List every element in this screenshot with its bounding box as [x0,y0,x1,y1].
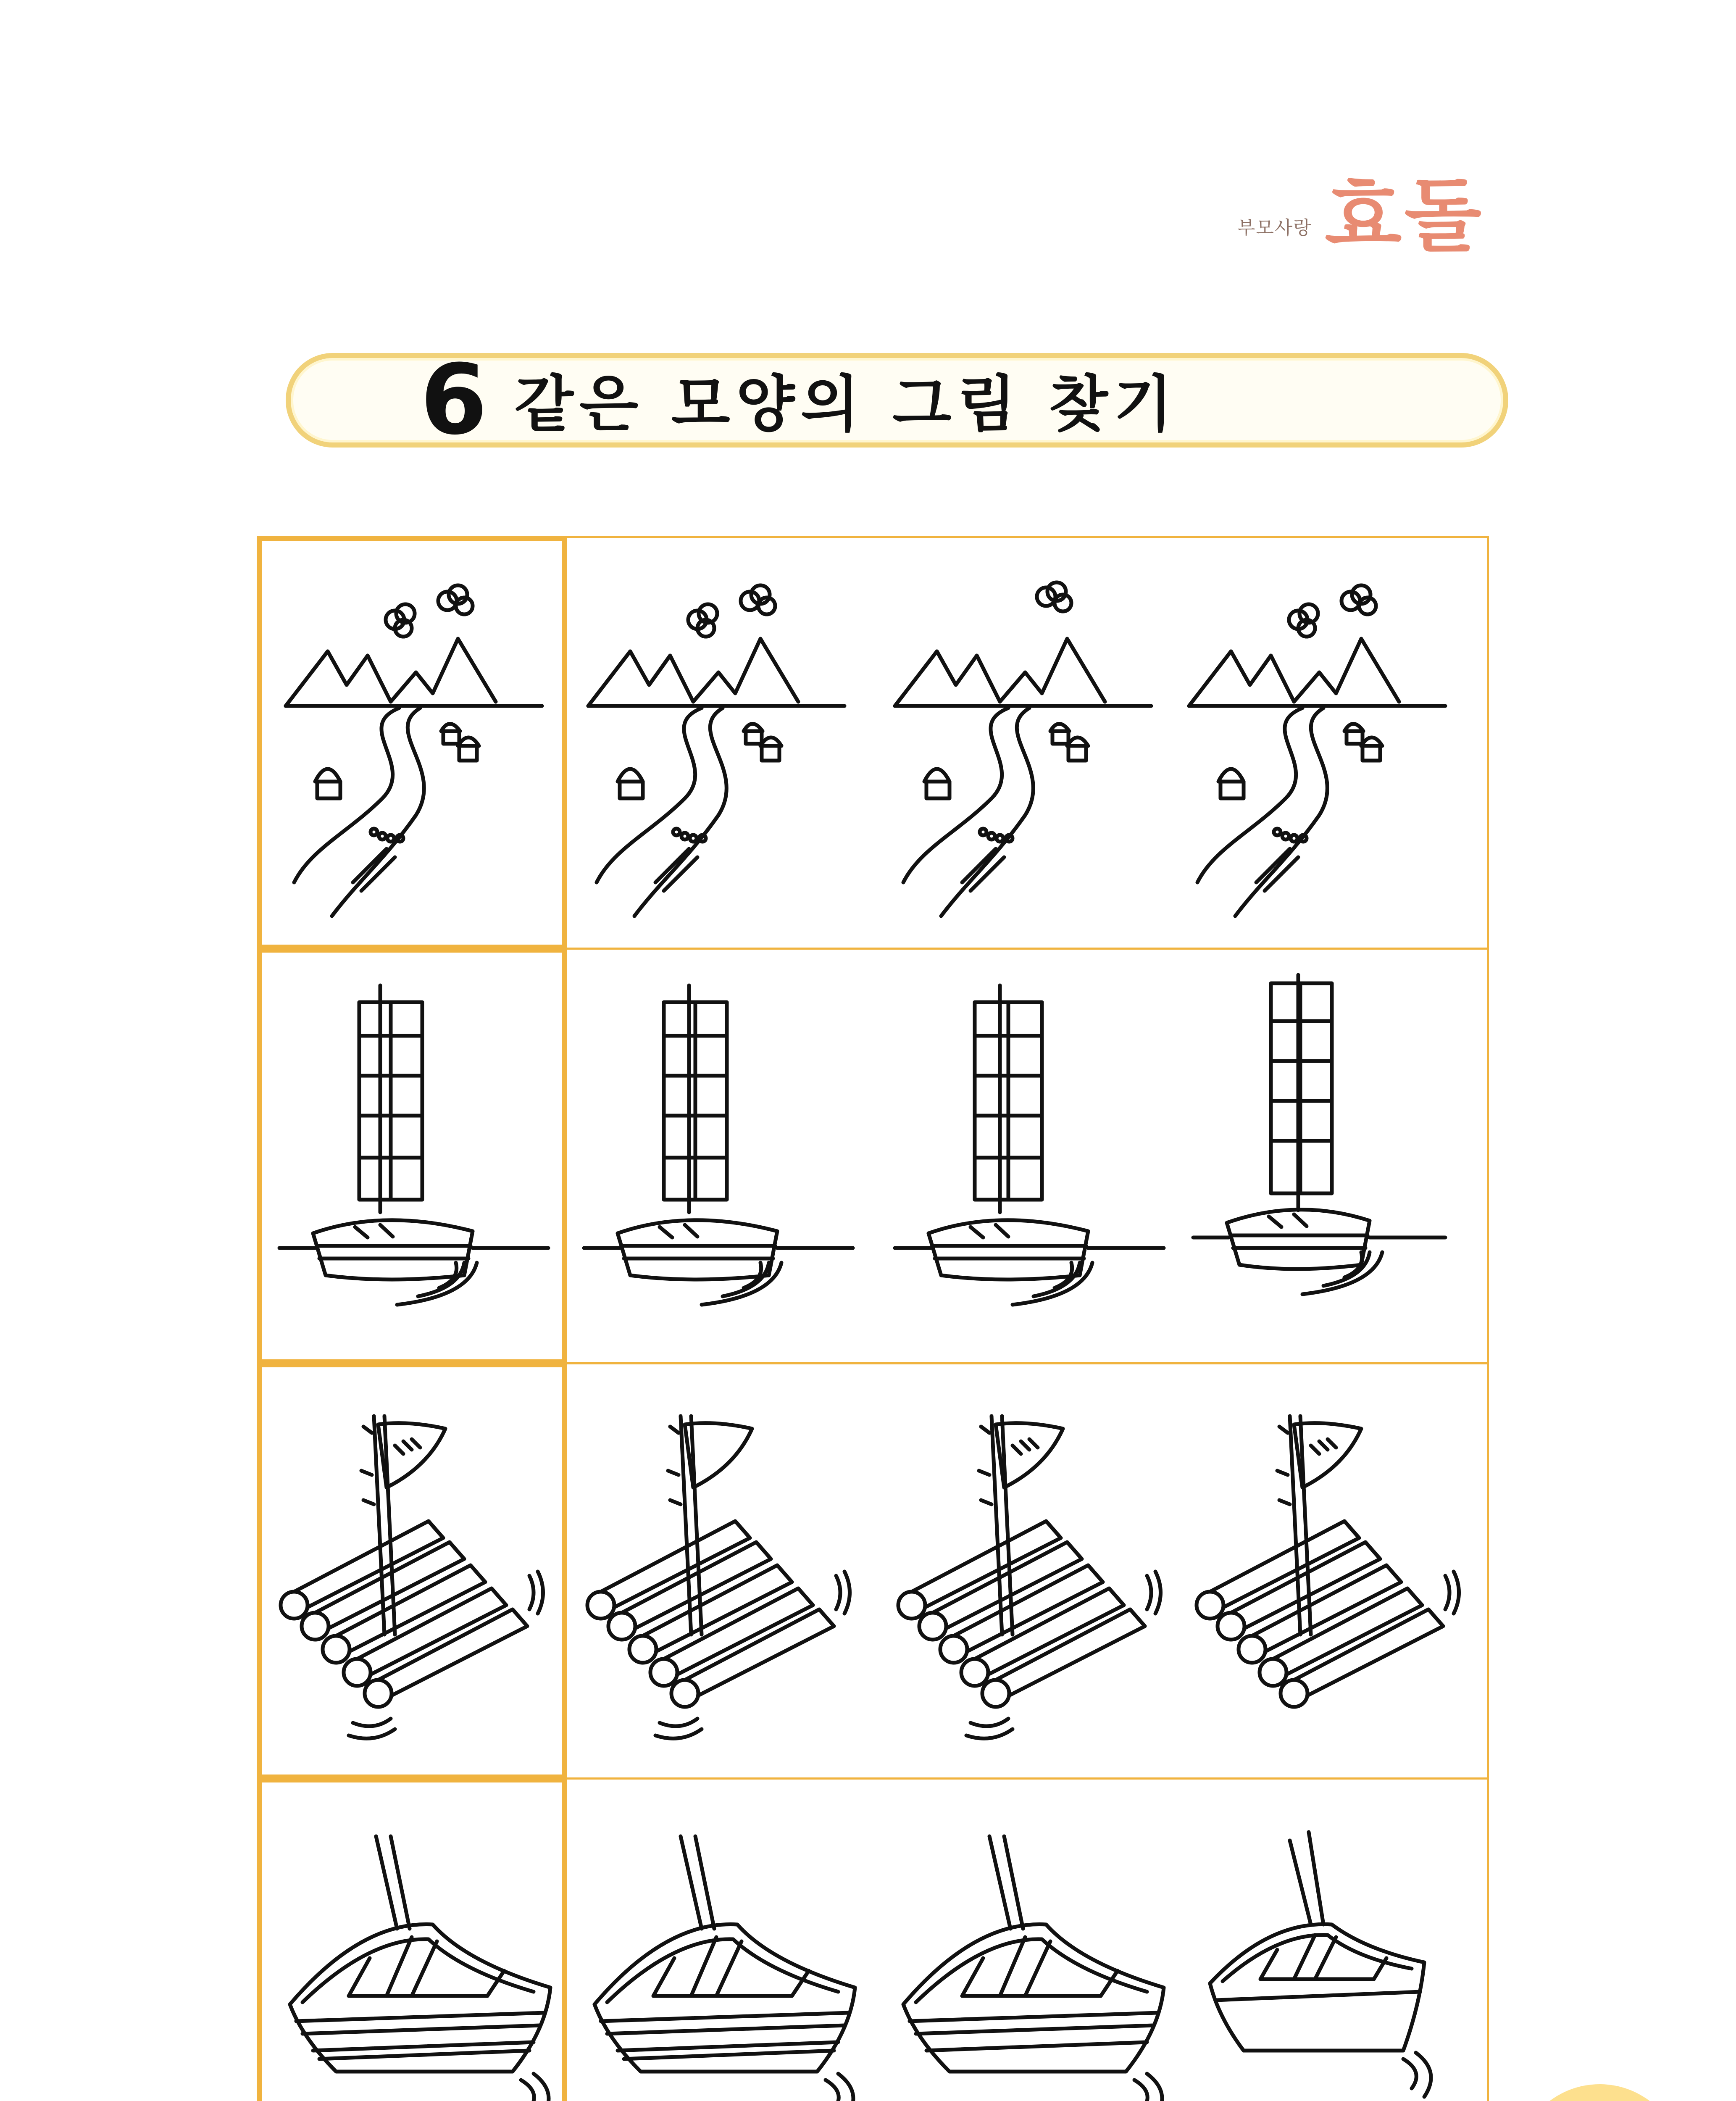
mountain-village-drawing [580,580,849,916]
rowboat-drawing [590,1836,859,2101]
sailboat-drawing [584,985,853,1334]
mountain-village-drawing [886,580,1155,916]
page-title: 같은 모양의 그림 찾기 [515,369,1179,440]
rowboat-drawing [1206,1824,1475,2101]
mountain-village-drawing [1181,580,1449,916]
mountain-village-drawing [277,580,546,916]
sailboat-drawing [895,985,1164,1334]
rowboat-drawing [899,1836,1168,2101]
log-raft-drawing [1193,1416,1470,1744]
log-raft-drawing [277,1416,555,1744]
brand-subtitle: 부모사랑 [1237,217,1312,239]
sailboat-drawing [279,985,548,1334]
exercise-number: 6 [420,344,488,456]
log-raft-drawing [584,1416,861,1744]
brand-title: 효돌 [1324,170,1484,263]
sailboat-drawing [1193,975,1462,1324]
rowboat-drawing [286,1836,555,2101]
brand-logo [1237,170,1484,263]
log-raft-drawing [895,1416,1172,1744]
decorative-circle-small [1517,2084,1683,2101]
